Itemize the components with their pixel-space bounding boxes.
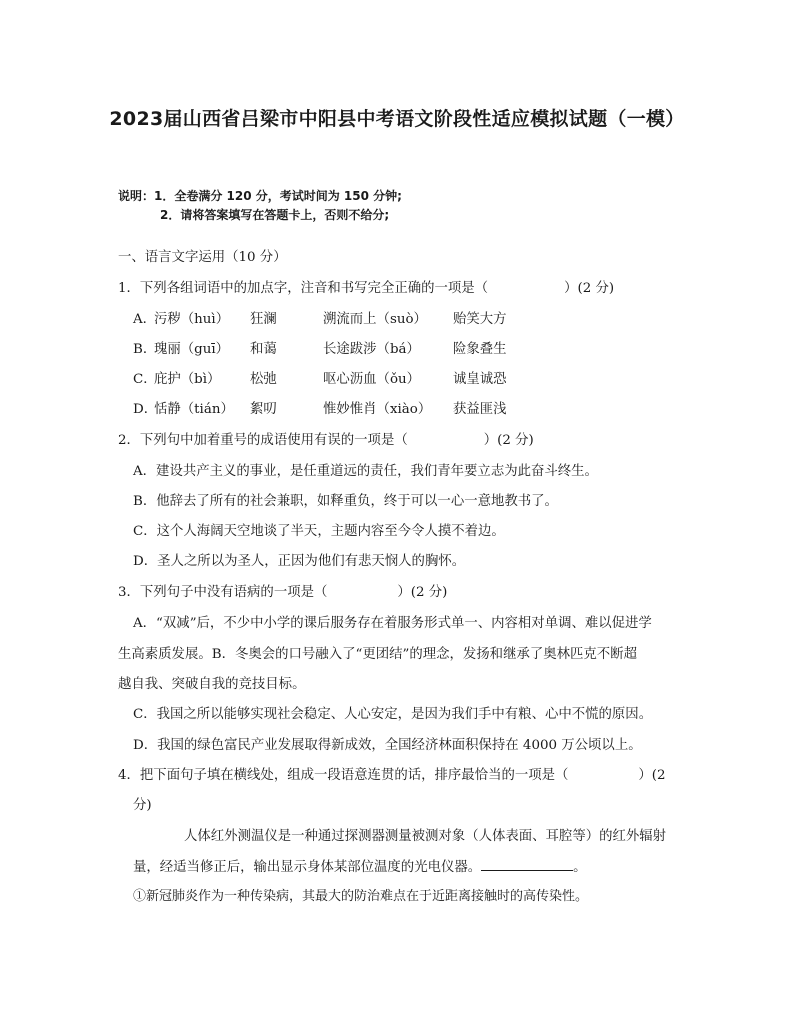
q1-option-word: 长途跋涉（bá） [323, 342, 420, 357]
page-title: 2023届山西省吕梁市中阳县中考语文阶段性适应模拟试题（一模） [109, 108, 685, 130]
q4-passage-text: 量，经适当修正后，输出显示身体某部位温度的光电仪器。 [133, 860, 482, 875]
question-4-stem [118, 767, 666, 785]
q3-option-a-line-2: 生高素质发展。B．冬奥会的口号融入了“更团结”的理念，发扬和继承了奥林匹克不断超 [118, 647, 637, 662]
q1-option-word: 恬静（tián） [154, 402, 234, 417]
q4-passage-end: 。 [573, 860, 587, 875]
q2-option-c: C．这个人海阔天空地谈了半天，主题内容至今令人摸不着边。 [133, 524, 505, 539]
question-2-stem-text: 2．下列句中加着重号的成语使用有误的一项是（ [118, 433, 408, 448]
question-1-score: ）(2 分) [564, 281, 615, 296]
q1-option-word: 诚皇诚恐 [453, 372, 507, 387]
fill-in-underline [481, 858, 573, 871]
q1-option-word: 获益匪浅 [453, 402, 507, 417]
q2-option-d: D．圣人之所以为圣人，正因为他们有悲天悯人的胸怀。 [133, 554, 466, 569]
q3-option-d: D．我国的绿色富民产业发展取得新成效，全国经济林面积保持在 4000 万公顷以上。 [133, 738, 642, 753]
question-2-stem [118, 432, 534, 450]
q1-option-word: 松弛 [250, 372, 277, 387]
question-3-stem-text: 3．下列句子中没有语病的一项是（ [118, 585, 328, 600]
question-2-score: ）(2 分) [483, 433, 534, 448]
q1-option-word: 污秽（huì） [154, 312, 230, 327]
q2-option-a: A．建设共产主义的事业，是任重道远的责任，我们青年要立志为此奋斗终生。 [133, 464, 598, 479]
q1-option-word: 惟妙惟肖（xiào） [323, 402, 432, 417]
q3-option-a-line-1: A．“双减”后，不少中小学的课后服务存在着服务形式单一、内容相对单调、难以促进学 [133, 616, 652, 631]
q4-item-1: ①新冠肺炎作为一种传染病，其最大的防治难点在于近距离接触时的高传染性。 [133, 889, 589, 904]
q4-passage-line-2 [133, 858, 587, 877]
q3-option-a-line-3: 越自我、突破自我的竞技目标。 [118, 677, 306, 692]
q1-option-label: C． [133, 372, 157, 387]
q2-option-b: B．他辞去了所有的社会兼职，如释重负，终于可以一心一意地教书了。 [133, 494, 558, 509]
q1-option-word: 絮叨 [250, 402, 277, 417]
question-4-score-cont: 分) [133, 798, 152, 813]
note-line-1: 说明：1．全卷满分 120 分，考试时间为 150 分钟; [118, 189, 402, 203]
q1-option-label: D． [133, 402, 158, 417]
question-4-score: ）(2 [638, 768, 666, 783]
question-1-stem [118, 280, 614, 298]
q1-option-label: B． [133, 342, 157, 357]
question-1-stem-text: 1．下列各组词语中的加点字，注音和书写完全正确的一项是（ [118, 281, 489, 296]
section-heading: 一、语言文字运用（10 分） [118, 250, 287, 265]
q1-option-label: A． [133, 312, 157, 327]
q1-option-word: 贻笑大方 [453, 312, 507, 327]
q3-option-c: C．我国之所以能够实现社会稳定、人心安定，是因为我们手中有粮、心中不慌的原因。 [133, 707, 653, 722]
q1-option-word: 和蔼 [250, 342, 277, 357]
question-4-stem-text: 4．把下面句子填在横线处，组成一段语意连贯的话，排序最恰当的一项是（ [118, 768, 569, 783]
q1-option-word: 呕心沥血（ǒu） [323, 372, 421, 387]
q4-passage-line-1: 人体红外测温仪是一种通过探测器测量被测对象（人体表面、耳腔等）的红外辐射 [184, 829, 667, 844]
q1-option-word: 狂澜 [250, 312, 277, 327]
q1-option-word: 溯流而上（suò） [323, 312, 427, 327]
question-3-stem [118, 584, 447, 602]
note-line-2: 2．请将答案填写在答题卡上，否则不给分; [160, 208, 390, 222]
q1-option-word: 瑰丽（guī） [154, 342, 230, 357]
question-3-score: ）(2 分) [397, 585, 448, 600]
q1-option-word: 险象叠生 [453, 342, 507, 357]
q1-option-word: 庇护（bì） [154, 372, 221, 387]
